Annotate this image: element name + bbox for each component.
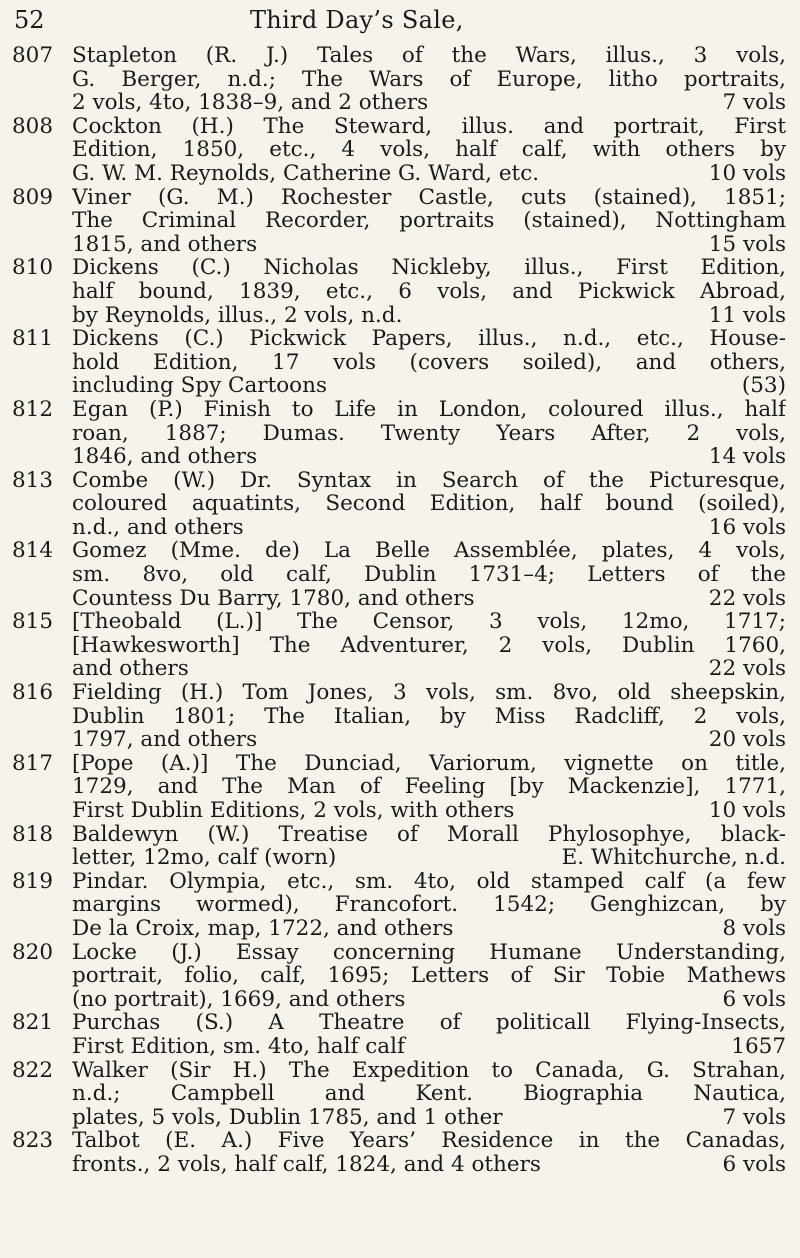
lot-line: Edition, 1850, etc., 4 vols, half calf, with others by [72,138,786,162]
lot-volume-count: (53) [741,374,786,398]
lot-number: 808 [12,113,54,139]
lot-number: 810 [12,255,54,281]
lot-line-text: and others [72,657,189,682]
lot-description [72,870,786,941]
lot-line: [Pope (A.)] The Dunciad, Variorum, vignette on title, [72,751,786,776]
lot-entry [0,44,786,115]
lot-volume-count: 8 vols [722,916,786,941]
lot-entry [0,823,786,870]
lot-line: Dublin 1801; The Italian, by Miss Radcliff, 2 vols, [72,704,786,729]
lot-volume-count: 22 vols [708,586,786,611]
lot-entry [0,539,786,610]
lot-list [0,44,786,1177]
lot-line: half bound, 1839, etc., 6 vols, and Pickwick Abroad, [72,279,786,304]
lot-line: Baldewyn (W.) Treatise of Morall Phylosophye, black- [72,822,786,847]
lot-line: [Theobald (L.)] The Censor, 3 vols, 12mo, 1717; [72,610,786,634]
lot-number: 809 [12,184,54,210]
lot-number: 815 [12,609,54,635]
lot-line: Stapleton (R. J.) Tales of the Wars, illus., 3 vols, [72,44,786,68]
lot-line [72,799,786,823]
lot-line: n.d.; Campbell and Kent. Biographia Nautica, [72,1082,786,1106]
lot-description [72,1011,786,1058]
lot-entry [0,115,786,186]
lot-number: 812 [12,396,54,422]
lot-line [72,988,786,1012]
lot-number: 819 [12,868,54,894]
lot-entry [0,1011,786,1058]
lot-line-text: including Spy Cartoons [72,374,327,398]
lot-entry [0,327,786,398]
lot-entry [0,941,786,1012]
lot-description [72,398,786,469]
lot-line-text: 1797, and others [72,728,258,752]
lot-line [72,304,786,328]
lot-volume-count: 20 vols [708,728,786,752]
lot-line: Dickens (C.) Nicholas Nickleby, illus., First Edition, [72,256,786,280]
lot-line [72,728,786,752]
lot-line [72,233,786,257]
lot-entry [0,186,786,257]
lot-entry [0,256,786,327]
lot-line: Gomez (Mme. de) La Belle Assemblée, plates, 4 vols, [72,539,786,564]
lot-line: Viner (G. M.) Rochester Castle, cuts (stained), 1851; [72,185,786,210]
lot-volume-count: 7 vols [722,1105,786,1130]
lot-number: 811 [12,326,54,352]
lot-description [72,610,786,681]
lot-line-text: fronts., 2 vols, half calf, 1824, and 4 others [72,1152,541,1177]
lot-entry [0,681,786,752]
lot-volume-count: 11 vols [708,303,786,328]
lot-volume-count: 15 vols [708,232,786,257]
lot-volume-count: 1657 [731,1034,786,1059]
lot-description [72,256,786,327]
lot-line: margins wormed), Francofort. 1542; Genghizcan, by [72,893,786,917]
lot-line [72,657,786,681]
lot-line-text: 1846, and others [72,445,258,469]
lot-volume-count: 10 vols [708,799,786,823]
lot-line: Talbot (E. A.) Five Years’ Residence in the Canadas, [72,1129,786,1153]
lot-description [72,681,786,752]
lot-description [72,186,786,257]
lot-line [72,91,786,115]
lot-line: G. Berger, n.d.; The Wars of Europe, litho portraits, [72,67,786,92]
lot-number: 807 [12,43,54,68]
lot-description [72,469,786,540]
lot-line [72,1106,786,1130]
lot-line-text: De la Croix, map, 1722, and others [72,916,454,941]
lot-line [72,516,786,540]
lot-volume-count: E. Whitchurche, n.d. [561,846,786,870]
lot-line: [Hawkesworth] The Adventurer, 2 vols, Dublin 1760, [72,633,786,658]
lot-line: Egan (P.) Finish to Life in London, coloured illus., half [72,397,786,422]
lot-line [72,917,786,941]
lot-number: 814 [12,538,54,564]
lot-line: Pindar. Olympia, etc., sm. 4to, old stamped calf (a few [72,869,786,894]
lot-line-text: G. W. M. Reynolds, Catherine G. Ward, etc. [72,161,540,186]
lot-entry [0,610,786,681]
lot-line-text: 2 vols, 4to, 1838–9, and 2 others [72,91,429,115]
lot-line-text: (no portrait), 1669, and others [72,987,406,1012]
lot-description [72,539,786,610]
lot-line [72,1153,786,1177]
lot-number: 823 [12,1128,54,1154]
lot-line-text: n.d., and others [72,515,244,540]
running-title: Third Day’s Sale, [250,6,464,34]
lot-description [72,327,786,398]
lot-line-text: First Edition, sm. 4to, half calf [72,1034,405,1059]
lot-number: 818 [12,821,54,847]
page-header [0,6,800,38]
lot-line: Walker (Sir H.) The Expedition to Canada, G. Strahan, [72,1058,786,1083]
lot-number: 820 [12,939,54,965]
lot-volume-count: 22 vols [708,657,786,682]
lot-line-text: plates, 5 vols, Dublin 1785, and 1 other [72,1105,503,1130]
lot-volume-count: 10 vols [708,161,786,186]
lot-description [72,44,786,115]
lot-line: Combe (W.) Dr. Syntax in Search of the Picturesque, [72,468,786,493]
lot-entry [0,398,786,469]
lot-line: 1729, and The Man of Feeling [by Mackenzie], 1771, [72,775,786,799]
lot-entry [0,469,786,540]
lot-line: roan, 1887; Dumas. Twenty Years After, 2 vols, [72,421,786,446]
lot-line [72,1035,786,1059]
lot-number: 813 [12,467,54,493]
lot-line: coloured aquatints, Second Edition, half bound (soiled), [72,492,786,516]
lot-line: Purchas (S.) A Theatre of politicall Flying-Insects, [72,1011,786,1035]
lot-line-text: First Dublin Editions, 2 vols, with others [72,799,515,823]
lot-number: 822 [12,1057,54,1083]
lot-number: 816 [12,680,54,706]
lot-line-text: letter, 12mo, calf (worn) [72,846,337,870]
lot-volume-count: 6 vols [722,987,786,1012]
lot-number: 817 [12,750,54,776]
lot-line [72,374,786,398]
lot-description [72,941,786,1012]
lot-entry [0,752,786,823]
lot-line: Fielding (H.) Tom Jones, 3 vols, sm. 8vo, old sheepskin, [72,681,786,705]
lot-entry [0,1059,786,1130]
lot-line [72,445,786,469]
lot-entry [0,870,786,941]
lot-entry [0,1129,786,1176]
lot-volume-count: 14 vols [708,445,786,469]
lot-line [72,162,786,186]
lot-line-text: by Reynolds, illus., 2 vols, n.d. [72,303,403,328]
lot-line: Dickens (C.) Pickwick Papers, illus., n.d., etc., House- [72,327,786,351]
lot-volume-count: 7 vols [722,91,786,115]
lot-number: 821 [12,1010,54,1036]
lot-line: hold Edition, 17 vols (covers soiled), and others, [72,350,786,375]
lot-line: Cockton (H.) The Steward, illus. and portrait, First [72,114,786,139]
lot-line: portrait, folio, calf, 1695; Letters of Sir Tobie Mathews [72,964,786,988]
lot-line-text: 1815, and others [72,232,258,257]
lot-description [72,115,786,186]
lot-description [72,752,786,823]
lot-description [72,1059,786,1130]
lot-description [72,823,786,870]
lot-line [72,587,786,611]
lot-line: The Criminal Recorder, portraits (stained), Nottingham [72,209,786,233]
lot-line: Locke (J.) Essay concerning Humane Understanding, [72,940,786,965]
lot-line-text: Countess Du Barry, 1780, and others [72,586,475,611]
page-number: 52 [14,6,45,34]
lot-line: sm. 8vo, old calf, Dublin 1731–4; Letters of the [72,563,786,587]
lot-description [72,1129,786,1176]
lot-volume-count: 6 vols [722,1152,786,1177]
lot-line [72,846,786,870]
lot-volume-count: 16 vols [708,515,786,540]
